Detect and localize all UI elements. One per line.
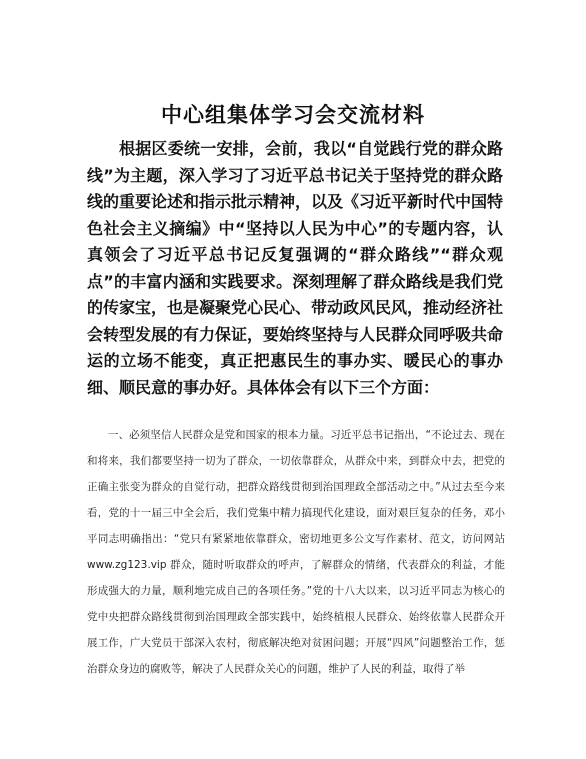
body-paragraph: 一、必须坚信人民群众是党和国家的根本力量。习近平总书记指出，“不论过去、现在和将来，我们都要坚持一切为了群众，一切依靠群众，从群众中来，到群众中去，把党的正确主张变为群众的自觉行动，把群众路线贯彻到治国理政全部活动之中。”从过去至今来看，党的十一届三中全会后，我们党集中精力搞现代化建设，面对艰巨复杂的任务，邓小平同志明确指出：“党只有紧紧地依靠群众，密切地更多公文写作素材、范文，访问网站 www.zg123.vip 群众，随时听取群众的呼声，了解群众的情绪，代表群众的利益，才能形成强大的力量，顺利地完成自己的各项任务。”党的十八大以来，以习近平同志为核心的党中央把群众路线贯彻到治国理政全部实践中，始终植根人民群众、始终依靠人民群众开展工作，广大党员干部深入农村，彻底解决绝对贫困问题；开展“四风”问题整治工作，惩治群众身边的腐败等，解决了人民群众关心的问题，维护了人民的利益，取得了举 — [87, 429, 505, 675]
intro-paragraph: 根据区委统一安排，会前，我以“自觉践行党的群众路线”为主题，深入学习了习近平总书记关于坚持党的群众路线的重要论述和指示批示精神，以及《习近平新时代中国特色社会主义摘编》中“坚持以人民为中心”的专题内容，认真领会了习近平总书记反复强调的“群众路线”“群众观点”的丰富内涵和实践要求。深刻理解了群众路线是我们党的传家宝，也是凝聚党心民心、带动政风民风，推动经济社会转型发展的有力保证，要始终坚持与人民群众同呼吸共命运的立场不能变，真正把惠民生的事办实、暖民心的事办细、顺民意的事办好。具体体会有以下三个方面： — [87, 139, 504, 397]
document-title: 中心组集体学习会交流材料 — [161, 103, 425, 127]
